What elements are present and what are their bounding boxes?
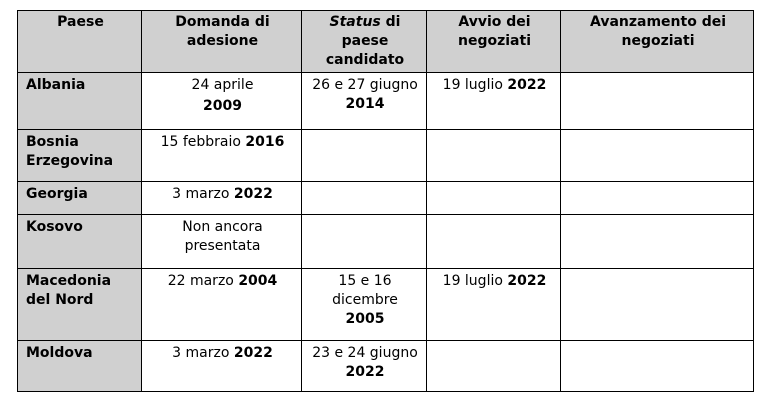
application-year: 2009: [203, 98, 242, 114]
header-negotiations-start: Avvio dei negoziati: [427, 11, 561, 73]
application-date: 3 marzo: [172, 186, 234, 202]
negotiations-start-year: 2022: [507, 77, 547, 93]
header-status-rest: di paese candidato: [325, 14, 405, 68]
application-date: 24 aprile: [191, 77, 254, 93]
status-cell: [302, 215, 427, 269]
country-cell: Moldova: [18, 341, 142, 392]
progress-cell: [561, 215, 754, 269]
application-year: 2022: [233, 186, 273, 202]
status-date: 23 e 24 giugno: [312, 345, 418, 361]
table-row: [18, 130, 754, 182]
application-year: 2022: [233, 345, 273, 361]
negotiations-start-cell: [427, 73, 561, 130]
country-cell: Albania: [18, 73, 142, 130]
progress-cell: [561, 182, 754, 215]
negotiations-start-cell: [427, 215, 561, 269]
application-cell: [142, 73, 302, 130]
progress-cell: [561, 130, 754, 182]
application-date: Non ancora presentata: [182, 219, 263, 254]
table-row: [18, 341, 754, 392]
application-cell: [142, 341, 302, 392]
header-status-emphasis: Status: [329, 14, 381, 30]
negotiations-start-year: 2022: [507, 273, 547, 289]
header-country: Paese: [18, 11, 142, 73]
application-year: 2016: [245, 134, 285, 150]
table-row: [18, 182, 754, 215]
country-cell: Macedonia del Nord: [18, 269, 142, 341]
application-date: 3 marzo: [172, 345, 234, 361]
negotiations-start-cell: [427, 269, 561, 341]
accession-table: [17, 10, 754, 392]
application-cell: [142, 130, 302, 182]
status-date: 15 e 16 dicembre: [332, 273, 398, 308]
progress-cell: [561, 341, 754, 392]
header-status: [302, 11, 427, 73]
application-year: 2004: [238, 273, 278, 289]
header-application: Domanda di adesione: [142, 11, 302, 73]
application-date: 15 febbraio: [160, 134, 246, 150]
status-cell: [302, 182, 427, 215]
status-cell: [302, 341, 427, 392]
status-year: 2022: [345, 364, 385, 380]
negotiations-start-date: 19 luglio: [442, 273, 508, 289]
status-date: 26 e 27 giugno: [312, 77, 418, 93]
negotiations-start-cell: [427, 130, 561, 182]
status-cell: [302, 130, 427, 182]
application-date: 22 marzo: [167, 273, 239, 289]
header-negotiations-progress: Avanzamento dei negoziati: [561, 11, 754, 73]
progress-cell: [561, 269, 754, 341]
table-row: [18, 269, 754, 341]
country-cell: Kosovo: [18, 215, 142, 269]
application-cell: [142, 269, 302, 341]
status-year: 2014: [345, 96, 385, 112]
negotiations-start-cell: [427, 341, 561, 392]
table-row: [18, 73, 754, 130]
country-cell: Bosnia Erzegovina: [18, 130, 142, 182]
negotiations-start-date: 19 luglio: [442, 77, 508, 93]
country-cell: Georgia: [18, 182, 142, 215]
progress-cell: [561, 73, 754, 130]
status-year: 2005: [345, 311, 385, 327]
status-cell: [302, 269, 427, 341]
header-row: [18, 11, 754, 73]
application-cell: [142, 215, 302, 269]
application-cell: [142, 182, 302, 215]
status-cell: [302, 73, 427, 130]
table-row: [18, 215, 754, 269]
negotiations-start-cell: [427, 182, 561, 215]
